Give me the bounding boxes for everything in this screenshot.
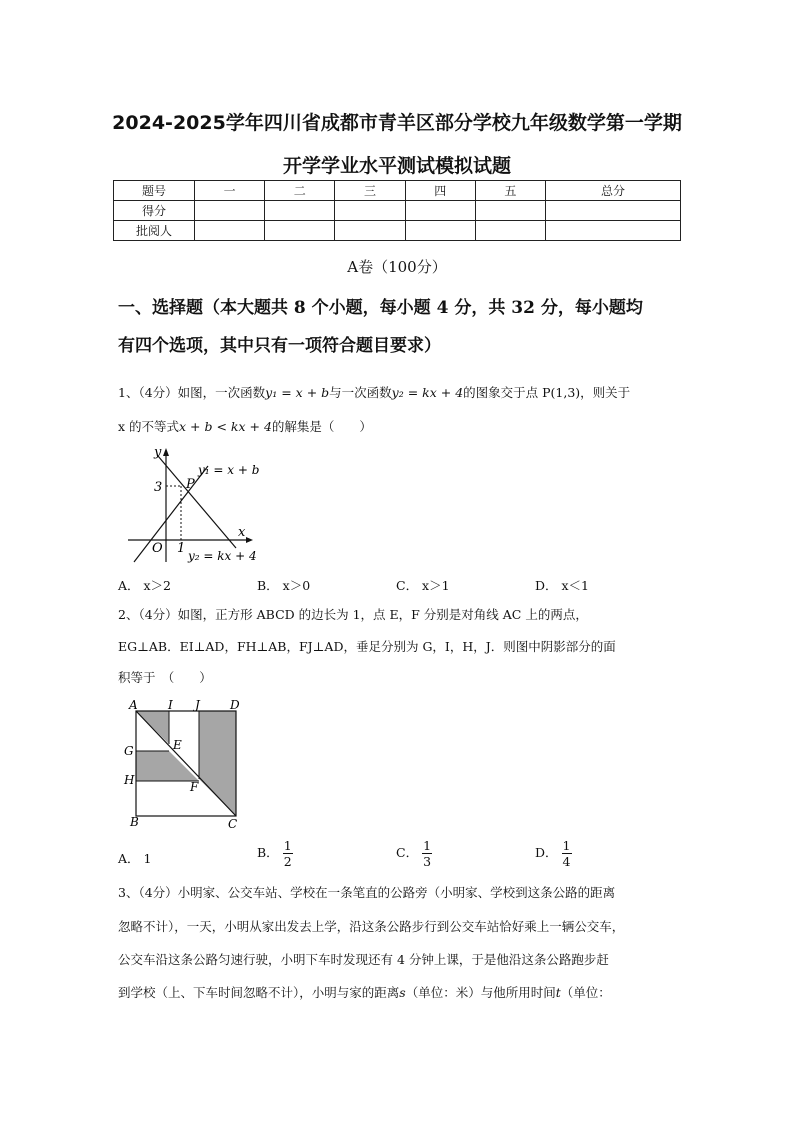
q1-func-y1: y₁ = x + b <box>265 385 330 400</box>
part1-heading-line2: 有四个选项，其中只有一项符合题目要求） <box>118 336 441 356</box>
q1-func-y2: y₂ = kx + 4 <box>391 385 464 400</box>
q1-label-3: 3 <box>154 480 163 495</box>
q2-label-B: B <box>130 815 139 829</box>
q3-text-line4: 到学校（上、下车时间忽略不计），小明与家的距离s（单位：米）与他所用时间t（单位： <box>118 985 611 1000</box>
score-table-cell: 二 <box>265 181 335 201</box>
q2-label-F: F <box>190 780 199 794</box>
q2-label-D: D <box>230 698 240 712</box>
q2-square-figure <box>118 698 253 833</box>
q2-label-G: G <box>124 744 134 758</box>
q1-option-d: D． x＜1 <box>535 578 589 593</box>
score-table-row <box>114 221 681 241</box>
section-a-heading: A卷（100分） <box>347 258 447 276</box>
exam-title-line2: 开学学业水平测试模拟试题 <box>282 155 511 177</box>
q2-text-line2: EG⊥AB．EI⊥AD，FH⊥AB，FJ⊥AD，垂足分别为 G，I，H，J．则图中阴影部分的面 <box>118 639 616 654</box>
q1-option-b: B． x＞0 <box>257 578 311 593</box>
q2-label-J: J <box>195 698 200 712</box>
q1-axis-label-x: x <box>238 525 246 540</box>
q1-axis-label-y: y <box>154 445 162 460</box>
q1-label-P: P <box>186 477 195 492</box>
q2-option-a: A． 1 <box>118 851 152 866</box>
score-table-cell: 五 <box>475 181 545 201</box>
exam-title-line1: 2024-2025学年四川省成都市青羊区部分学校九年级数学第一学期 <box>112 112 682 134</box>
q1-text-line1: 1、（4分）如图，一次函数y₁ = x + b与一次函数y₂ = kx + 4的图象交于点 P(1,3)，则关于 <box>118 385 631 400</box>
score-table-cell: 得分 <box>114 201 195 221</box>
q2-option-c: C． $\frac{1}{3}$ <box>396 838 432 869</box>
q2-text-line1: 2、（4分）如图，正方形 ABCD 的边长为 1，点 E，F 分别是对角线 AC 上的两点， <box>118 607 588 622</box>
q2-option-b: B． $\frac{1}{2}$ <box>257 838 292 869</box>
score-table-cell: 批阅人 <box>114 221 195 241</box>
score-table-cell: 一 <box>195 181 265 201</box>
q2-option-d: D． $\frac{1}{4}$ <box>535 838 571 869</box>
score-table-cell: 总分 <box>546 181 681 201</box>
score-table-cell: 四 <box>405 181 475 201</box>
q1-label-y1: y₁ = x + b <box>198 463 260 477</box>
score-table-header-row <box>114 181 681 201</box>
score-table-cell: 题号 <box>114 181 195 201</box>
q2-text-line3: 积等于 （ ） <box>118 670 212 685</box>
part1-heading-line1: 一、选择题（本大题共 8 个小题，每小题 4 分，共 32 分，每小题均 <box>118 298 643 318</box>
q2-label-A: A <box>129 698 138 712</box>
q1-option-a: A． x＞2 <box>118 578 172 593</box>
q3-text-line3: 公交车沿这条公路匀速行驶，小明下车时发现还有 4 分钟上课，于是他沿这条公路跑步赶 <box>118 952 609 967</box>
q2-label-H: H <box>124 773 135 787</box>
q2-label-I: I <box>168 698 173 712</box>
q3-text-line1: 3、（4分）小明家、公交车站、学校在一条笔直的公路旁（小明家、学校到这条公路的距离 <box>118 885 616 900</box>
q1-option-c: C． x＞1 <box>396 578 450 593</box>
q3-text-line2: 忽略不计），一天，小明从家出发去上学，沿这条公路步行到公交车站恰好乘上一辆公交车， <box>118 919 625 934</box>
q1-label-y2: y₂ = kx + 4 <box>188 549 257 563</box>
q1-label-O: O <box>152 541 163 556</box>
q1-text-line2: x 的不等式x + b < kx + 4的解集是（ ） <box>118 419 372 434</box>
q1-graph-figure <box>118 444 278 569</box>
q2-option-d-fraction: $\frac{1}{4}$ <box>562 838 571 869</box>
score-table-row <box>114 201 681 221</box>
q2-label-C: C <box>228 817 238 831</box>
q2-label-E: E <box>173 738 182 752</box>
q2-option-c-fraction: $\frac{1}{3}$ <box>423 838 432 869</box>
score-table-cell: 三 <box>335 181 405 201</box>
q1-inequality: x + b < kx + 4 <box>179 419 272 434</box>
q2-option-b-fraction: $\frac{1}{2}$ <box>283 838 292 869</box>
score-table <box>113 180 681 241</box>
q1-label-1: 1 <box>177 541 186 556</box>
